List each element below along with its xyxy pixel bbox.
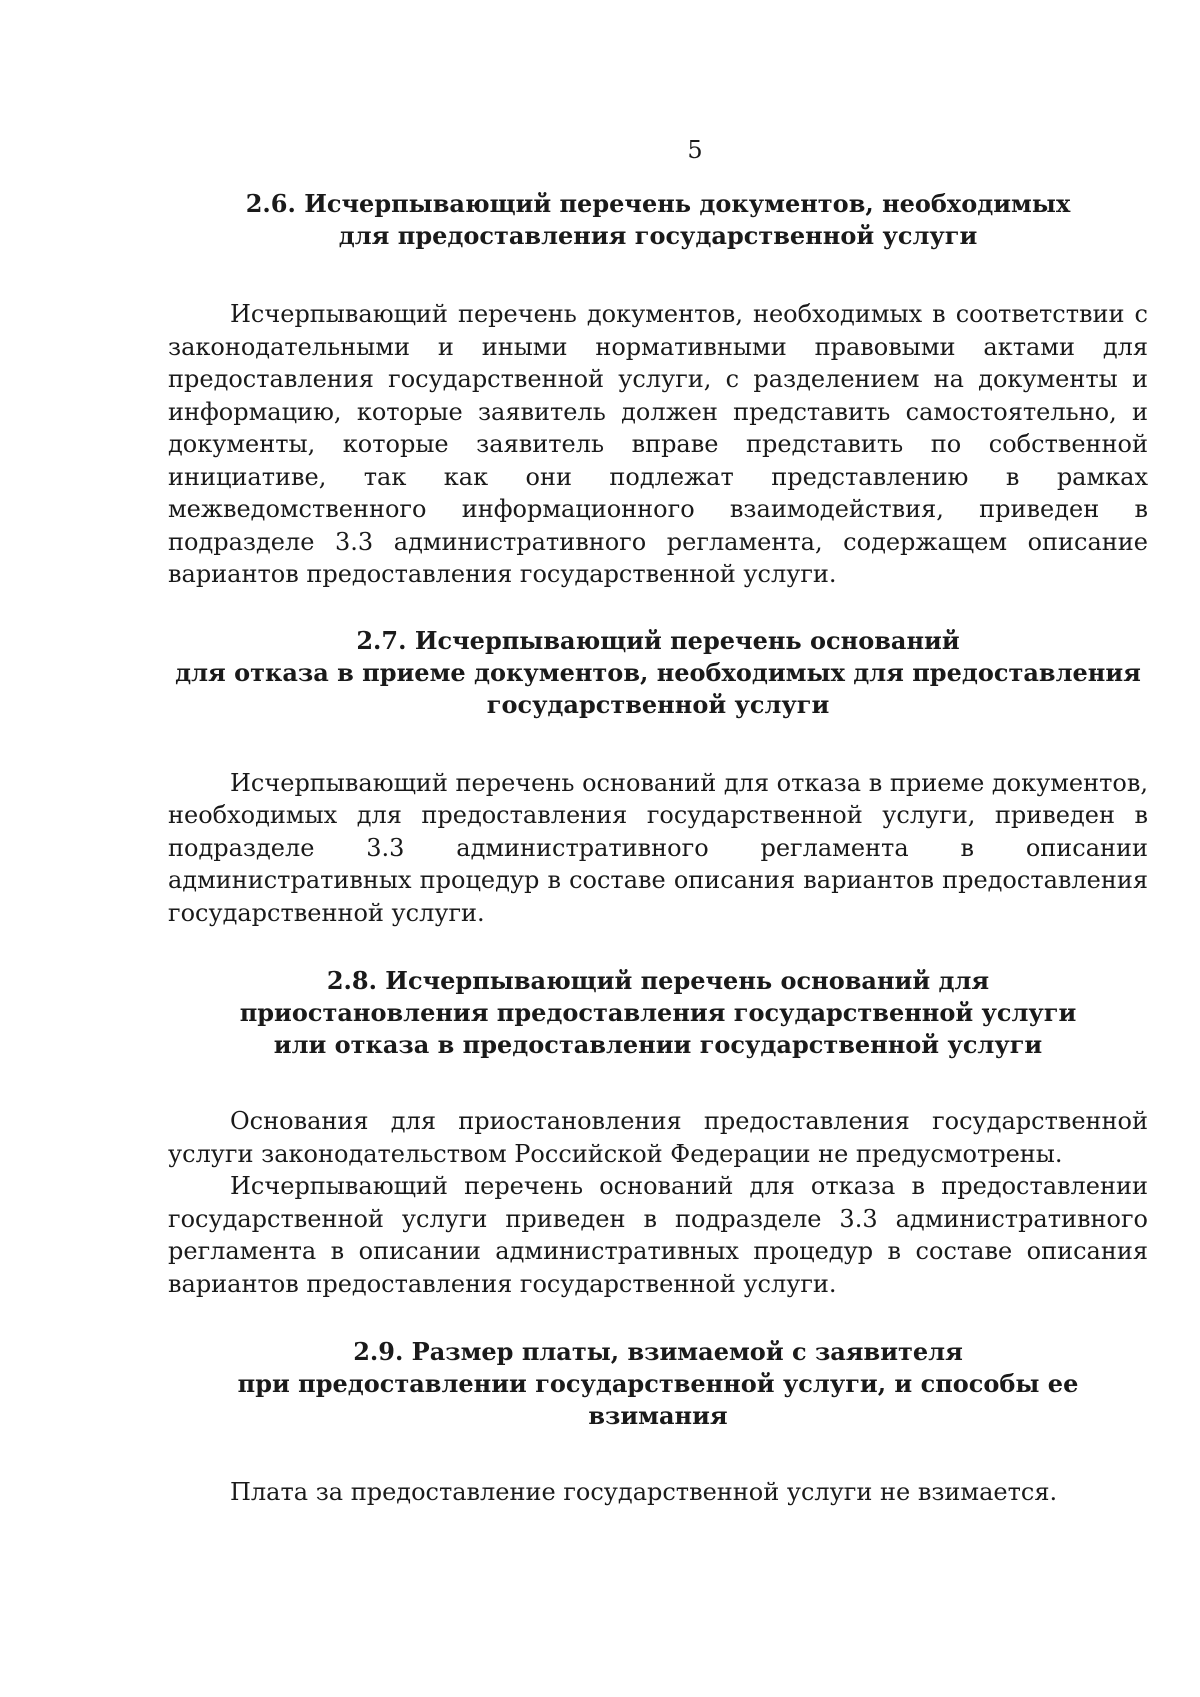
heading-line: 2.6. Исчерпывающий перечень документов, необходимых — [245, 189, 1071, 218]
section-2-7-paragraph: Исчерпывающий перечень оснований для отказа в приеме документов, необходимых для предоставления государственной услуги, приведен в подразделе 3.3 административного регламента в описании административных процедур в составе описания вариантов предоставления государственной услуги. — [168, 768, 1148, 927]
section-2-7-heading — [168, 625, 1148, 721]
section-2-8-paragraph-2: Исчерпывающий перечень оснований для отказа в предоставлении государственной услуги приведен в подразделе 3.3 административного регламента в описании административных процедур в составе описания вариантов предоставления государственной услуги. — [168, 1172, 1148, 1298]
heading-line: при предоставлении государственной услуги, и способы ее взимания — [237, 1369, 1079, 1430]
heading-line: приостановления предоставления государственной услуги — [239, 998, 1077, 1027]
page-number: 5 — [687, 136, 703, 164]
heading-line: государственной услуги — [486, 689, 830, 719]
heading-line: или отказа в предоставлении государственной услуги — [273, 1030, 1043, 1059]
section-2-8-heading — [168, 965, 1148, 1061]
heading-line: 2.7. Исчерпывающий перечень оснований — [356, 625, 960, 655]
heading-line: для отказа в приеме документов, необходимых для предоставления — [175, 657, 1141, 687]
section-2-6-paragraph: Исчерпывающий перечень документов, необходимых в соответствии с законодательными и иными нормативными правовыми актами для предоставления государственной услуги, с разделением на документы и информацию, которые заявитель должен представить самостоятельно, и документы, которые заявитель вправе представить по собственной инициативе, так как они подлежат представлению в рамках межведомственного информационного взаимодействия, приведен в подразделе 3.3 административного регламента, содержащем описание вариантов предоставления государственной услуги. — [168, 300, 1148, 588]
section-2-8-paragraph-1: Основания для приостановления предоставления государственной услуги законодательством Российской Федерации не предусмотрены. — [168, 1107, 1148, 1168]
heading-line: 2.8. Исчерпывающий перечень оснований для — [326, 966, 990, 995]
heading-line: для предоставления государственной услуги — [338, 221, 978, 250]
heading-line: 2.9. Размер платы, взимаемой с заявителя — [353, 1337, 963, 1366]
section-2-9-heading — [168, 1336, 1148, 1432]
section-2-6-heading — [168, 188, 1148, 252]
section-2-9-paragraph: Плата за предоставление государственной услуги не взимается. — [230, 1478, 1058, 1506]
page-content — [168, 188, 1148, 1509]
